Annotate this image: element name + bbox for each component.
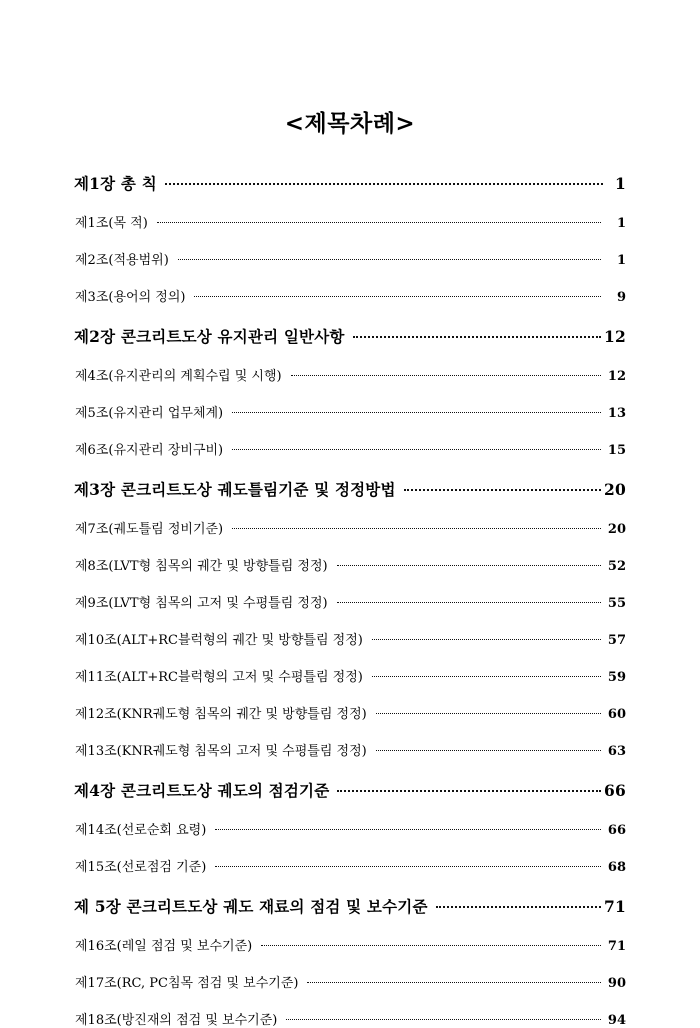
toc-entry-label: 제11조(ALT+RC블럭형의 고저 및 수평틀림 정정) — [75, 670, 363, 685]
toc-entry-label: 제13조(KNR궤도형 침목의 고저 및 수평틀림 정정) — [75, 744, 367, 759]
toc-entry-page-number: 55 — [607, 596, 626, 611]
toc-chapter-row[interactable] — [74, 478, 626, 500]
toc-chapter-row[interactable] — [74, 779, 626, 801]
dot-leader — [337, 557, 601, 570]
dot-leader — [286, 1011, 601, 1024]
dot-leader — [215, 821, 601, 834]
toc-article-row[interactable] — [74, 518, 626, 537]
toc-entry-label: 제18조(방진재의 점검 및 보수기준) — [75, 1013, 278, 1028]
dot-leader — [178, 251, 601, 264]
toc-entry-page-number: 57 — [607, 633, 626, 648]
toc-article-row[interactable] — [74, 402, 626, 421]
toc-article-row[interactable] — [74, 666, 626, 685]
toc-chapter-row[interactable] — [74, 895, 626, 917]
toc-entry-page-number: 12 — [607, 369, 626, 384]
toc-entry-page-number: 66 — [607, 823, 626, 838]
dot-leader — [165, 174, 603, 190]
toc-entry-page-number: 1 — [616, 216, 626, 231]
toc-entry-page-number: 1 — [616, 253, 626, 268]
toc-entry-page-number: 52 — [607, 559, 626, 574]
toc-list — [74, 172, 626, 1028]
dot-leader — [376, 705, 601, 718]
toc-entry-page-number: 60 — [607, 707, 626, 722]
toc-entry-page-number: 71 — [604, 897, 626, 916]
toc-entry-label: 제4장 콘크리트도상 궤도의 점검기준 — [74, 781, 330, 800]
dot-leader — [215, 858, 601, 871]
toc-entry-page-number: 1 — [615, 174, 626, 193]
toc-article-row[interactable] — [74, 819, 626, 838]
dot-leader — [436, 897, 601, 913]
dot-leader — [376, 742, 601, 755]
toc-entry-label: 제4조(유지관리의 계획수립 및 시행) — [75, 369, 282, 384]
toc-article-row[interactable] — [74, 555, 626, 574]
toc-article-row[interactable] — [74, 439, 626, 458]
toc-entry-page-number: 9 — [616, 290, 626, 305]
toc-article-row[interactable] — [74, 972, 626, 991]
dot-leader — [194, 288, 601, 301]
toc-entry-page-number: 90 — [607, 976, 626, 991]
toc-entry-label: 제9조(LVT형 침목의 고저 및 수평틀림 정정) — [75, 596, 328, 611]
toc-entry-label: 제12조(KNR궤도형 침목의 궤간 및 방향틀림 정정) — [75, 707, 367, 722]
dot-leader — [372, 668, 601, 681]
toc-article-row[interactable] — [74, 935, 626, 954]
toc-entry-page-number: 13 — [607, 406, 626, 421]
toc-entry-page-number: 20 — [604, 480, 626, 499]
toc-entry-label: 제3장 콘크리트도상 궤도틀림기준 및 정정방법 — [74, 480, 396, 499]
toc-entry-label: 제1장 총 칙 — [74, 174, 157, 193]
dot-leader — [261, 937, 601, 950]
toc-entry-label: 제8조(LVT형 침목의 궤간 및 방향틀림 정정) — [75, 559, 328, 574]
toc-entry-label: 제3조(용어의 정의) — [75, 290, 186, 305]
toc-entry-page-number: 63 — [607, 744, 626, 759]
toc-article-row[interactable] — [74, 740, 626, 759]
toc-entry-page-number: 68 — [607, 860, 626, 875]
toc-article-row[interactable] — [74, 212, 626, 231]
toc-article-row[interactable] — [74, 365, 626, 384]
dot-leader — [307, 974, 601, 987]
toc-entry-page-number: 71 — [607, 939, 626, 954]
toc-entry-label: 제2장 콘크리트도상 유지관리 일반사항 — [74, 327, 345, 346]
toc-chapter-row[interactable] — [74, 325, 626, 347]
toc-entry-page-number: 94 — [607, 1013, 626, 1028]
dot-leader — [337, 781, 601, 797]
toc-entry-label: 제15조(선로점검 기준) — [75, 860, 207, 875]
toc-entry-label: 제10조(ALT+RC블럭형의 궤간 및 방향틀림 정정) — [75, 633, 363, 648]
page-title: <제목차례> — [284, 110, 416, 137]
dot-leader — [232, 404, 601, 417]
toc-entry-label: 제17조(RC, PC침목 점검 및 보수기준) — [75, 976, 299, 991]
toc-article-row[interactable] — [74, 703, 626, 722]
toc-entry-label: 제1조(목 적) — [75, 216, 148, 231]
toc-chapter-row[interactable] — [74, 172, 626, 194]
toc-entry-page-number: 20 — [607, 522, 626, 537]
dot-leader — [291, 367, 601, 380]
toc-article-row[interactable] — [74, 592, 626, 611]
toc-entry-label: 제2조(적용범위) — [75, 253, 169, 268]
toc-entry-label: 제5조(유지관리 업무체계) — [75, 406, 224, 421]
toc-article-row[interactable] — [74, 856, 626, 875]
toc-entry-page-number: 66 — [604, 781, 626, 800]
toc-entry-page-number: 15 — [607, 443, 626, 458]
dot-leader — [337, 594, 601, 607]
dot-leader — [404, 480, 601, 496]
toc-article-row[interactable] — [74, 1009, 626, 1028]
dot-leader — [232, 520, 601, 533]
toc-article-row[interactable] — [74, 286, 626, 305]
toc-entry-label: 제 5장 콘크리트도상 궤도 재료의 점검 및 보수기준 — [74, 897, 428, 916]
toc-article-row[interactable] — [74, 629, 626, 648]
dot-leader — [157, 214, 601, 227]
toc-entry-label: 제6조(유지관리 장비구비) — [75, 443, 224, 458]
toc-entry-label: 제14조(선로순회 요령) — [75, 823, 207, 838]
toc-entry-label: 제16조(레일 점검 및 보수기준) — [75, 939, 253, 954]
dot-leader — [232, 441, 601, 454]
toc-entry-label: 제7조(궤도틀림 정비기준) — [75, 522, 224, 537]
dot-leader — [372, 631, 601, 644]
toc-article-row[interactable] — [74, 249, 626, 268]
dot-leader — [353, 327, 601, 343]
toc-entry-page-number: 12 — [604, 327, 626, 346]
toc-entry-page-number: 59 — [607, 670, 626, 685]
